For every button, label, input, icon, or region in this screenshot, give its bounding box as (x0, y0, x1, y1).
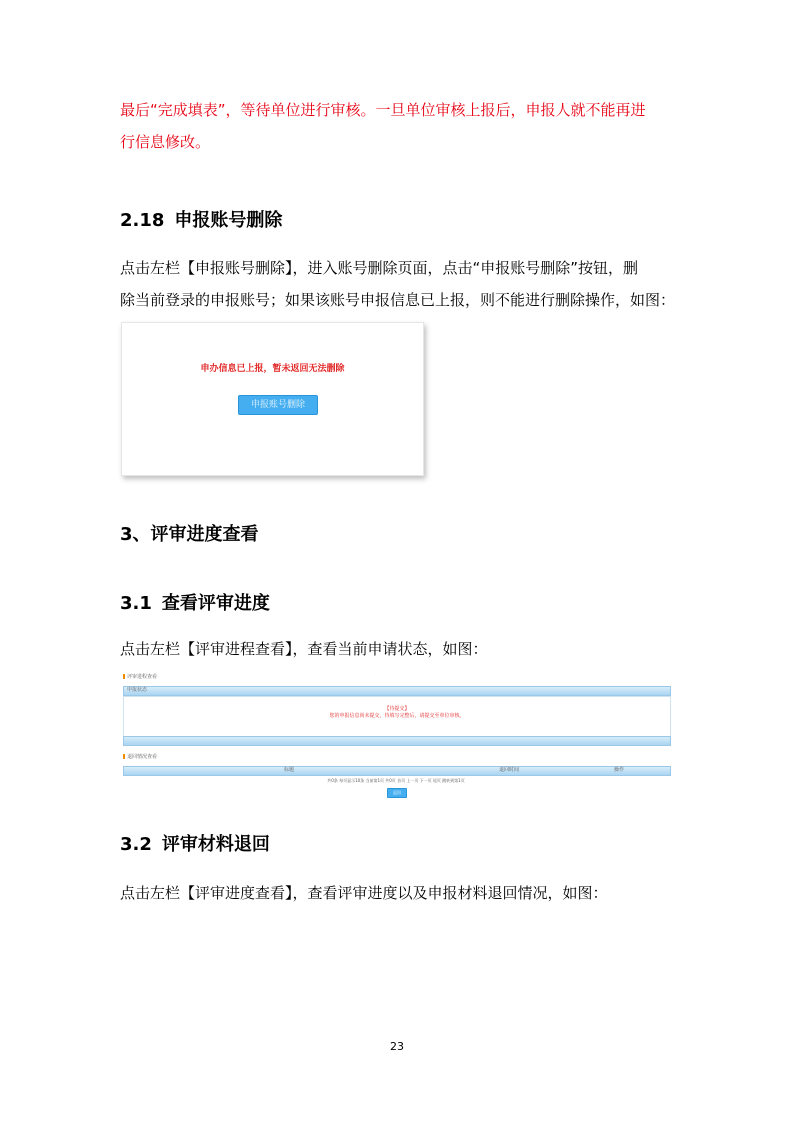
section-heading-3 (120, 520, 259, 546)
paragraph-line: 行信息修改。 (120, 133, 211, 151)
paragraph-line: 除当前登录的申报账号；如果该账号申报信息已上报，则不能进行删除操作，如图： (120, 291, 676, 309)
section-number: 2.18 (120, 210, 165, 231)
section-title: 申报账号删除 (174, 210, 283, 231)
section-heading-3-2 (120, 830, 270, 856)
return-section-title: 退回情况查看 (123, 754, 157, 761)
section-title: 评审材料退回 (161, 834, 270, 855)
paragraph-line: 点击左栏【申报账号删除】，进入账号删除页面，点击“申报账号删除”按钮，删 (120, 259, 639, 277)
section-number: 3.2 (120, 834, 152, 855)
progress-section-title: 评审进程查看 (123, 674, 157, 681)
paragraph-delete-account (120, 252, 695, 316)
delete-account-button[interactable]: 申报账号删除 (238, 395, 318, 415)
paragraph-line: 最后“完成填表”，等待单位进行审核。一旦单位审核上报后，申报人就不能再进 (120, 101, 646, 119)
section-heading-3-1 (120, 589, 270, 615)
back-button[interactable]: 返回 (387, 788, 407, 798)
status-footer-bar (123, 736, 671, 746)
paragraph-complete-form (120, 94, 695, 158)
section-heading-2-18 (120, 206, 282, 232)
column-header-operation: 操作 (614, 767, 625, 773)
column-header-time: 退回时间 (499, 767, 520, 773)
status-panel (123, 696, 671, 738)
section-title: 查看评审进度 (161, 593, 270, 614)
paragraph-view-progress (120, 633, 695, 665)
paragraph-line: 点击左栏【评审进度查看】，查看评审进度以及申报材料退回情况，如图： (120, 884, 608, 902)
page-number: 23 (390, 1040, 404, 1053)
section-number: 3.1 (120, 593, 152, 614)
section-title: 3、评审进度查看 (120, 524, 259, 545)
status-header-bar: 申报状态 (123, 686, 671, 696)
delete-warning-text: 申办信息已上报，暂未返回无法删除 (200, 364, 345, 374)
status-title: 【待提交】 (384, 706, 410, 712)
delete-account-screenshot (121, 322, 424, 476)
review-progress-screenshot (121, 674, 671, 800)
pagination-bar[interactable]: 共0条 每页显示10条 当前第1页 共0页 首页 上一页 下一页 尾页 跳转到第1页 (327, 778, 465, 783)
paragraph-material-return (120, 877, 695, 909)
paragraph-line: 点击左栏【评审进程查看】，查看当前申请状态，如图： (120, 640, 488, 658)
return-table-header (123, 766, 671, 776)
orange-marker-icon (123, 674, 125, 679)
status-note: 您的申报信息尚未提交，待填写完整后，请提交至单位审核。 (329, 713, 465, 719)
orange-marker-icon (123, 754, 125, 759)
column-header-title: 标题 (284, 767, 295, 773)
